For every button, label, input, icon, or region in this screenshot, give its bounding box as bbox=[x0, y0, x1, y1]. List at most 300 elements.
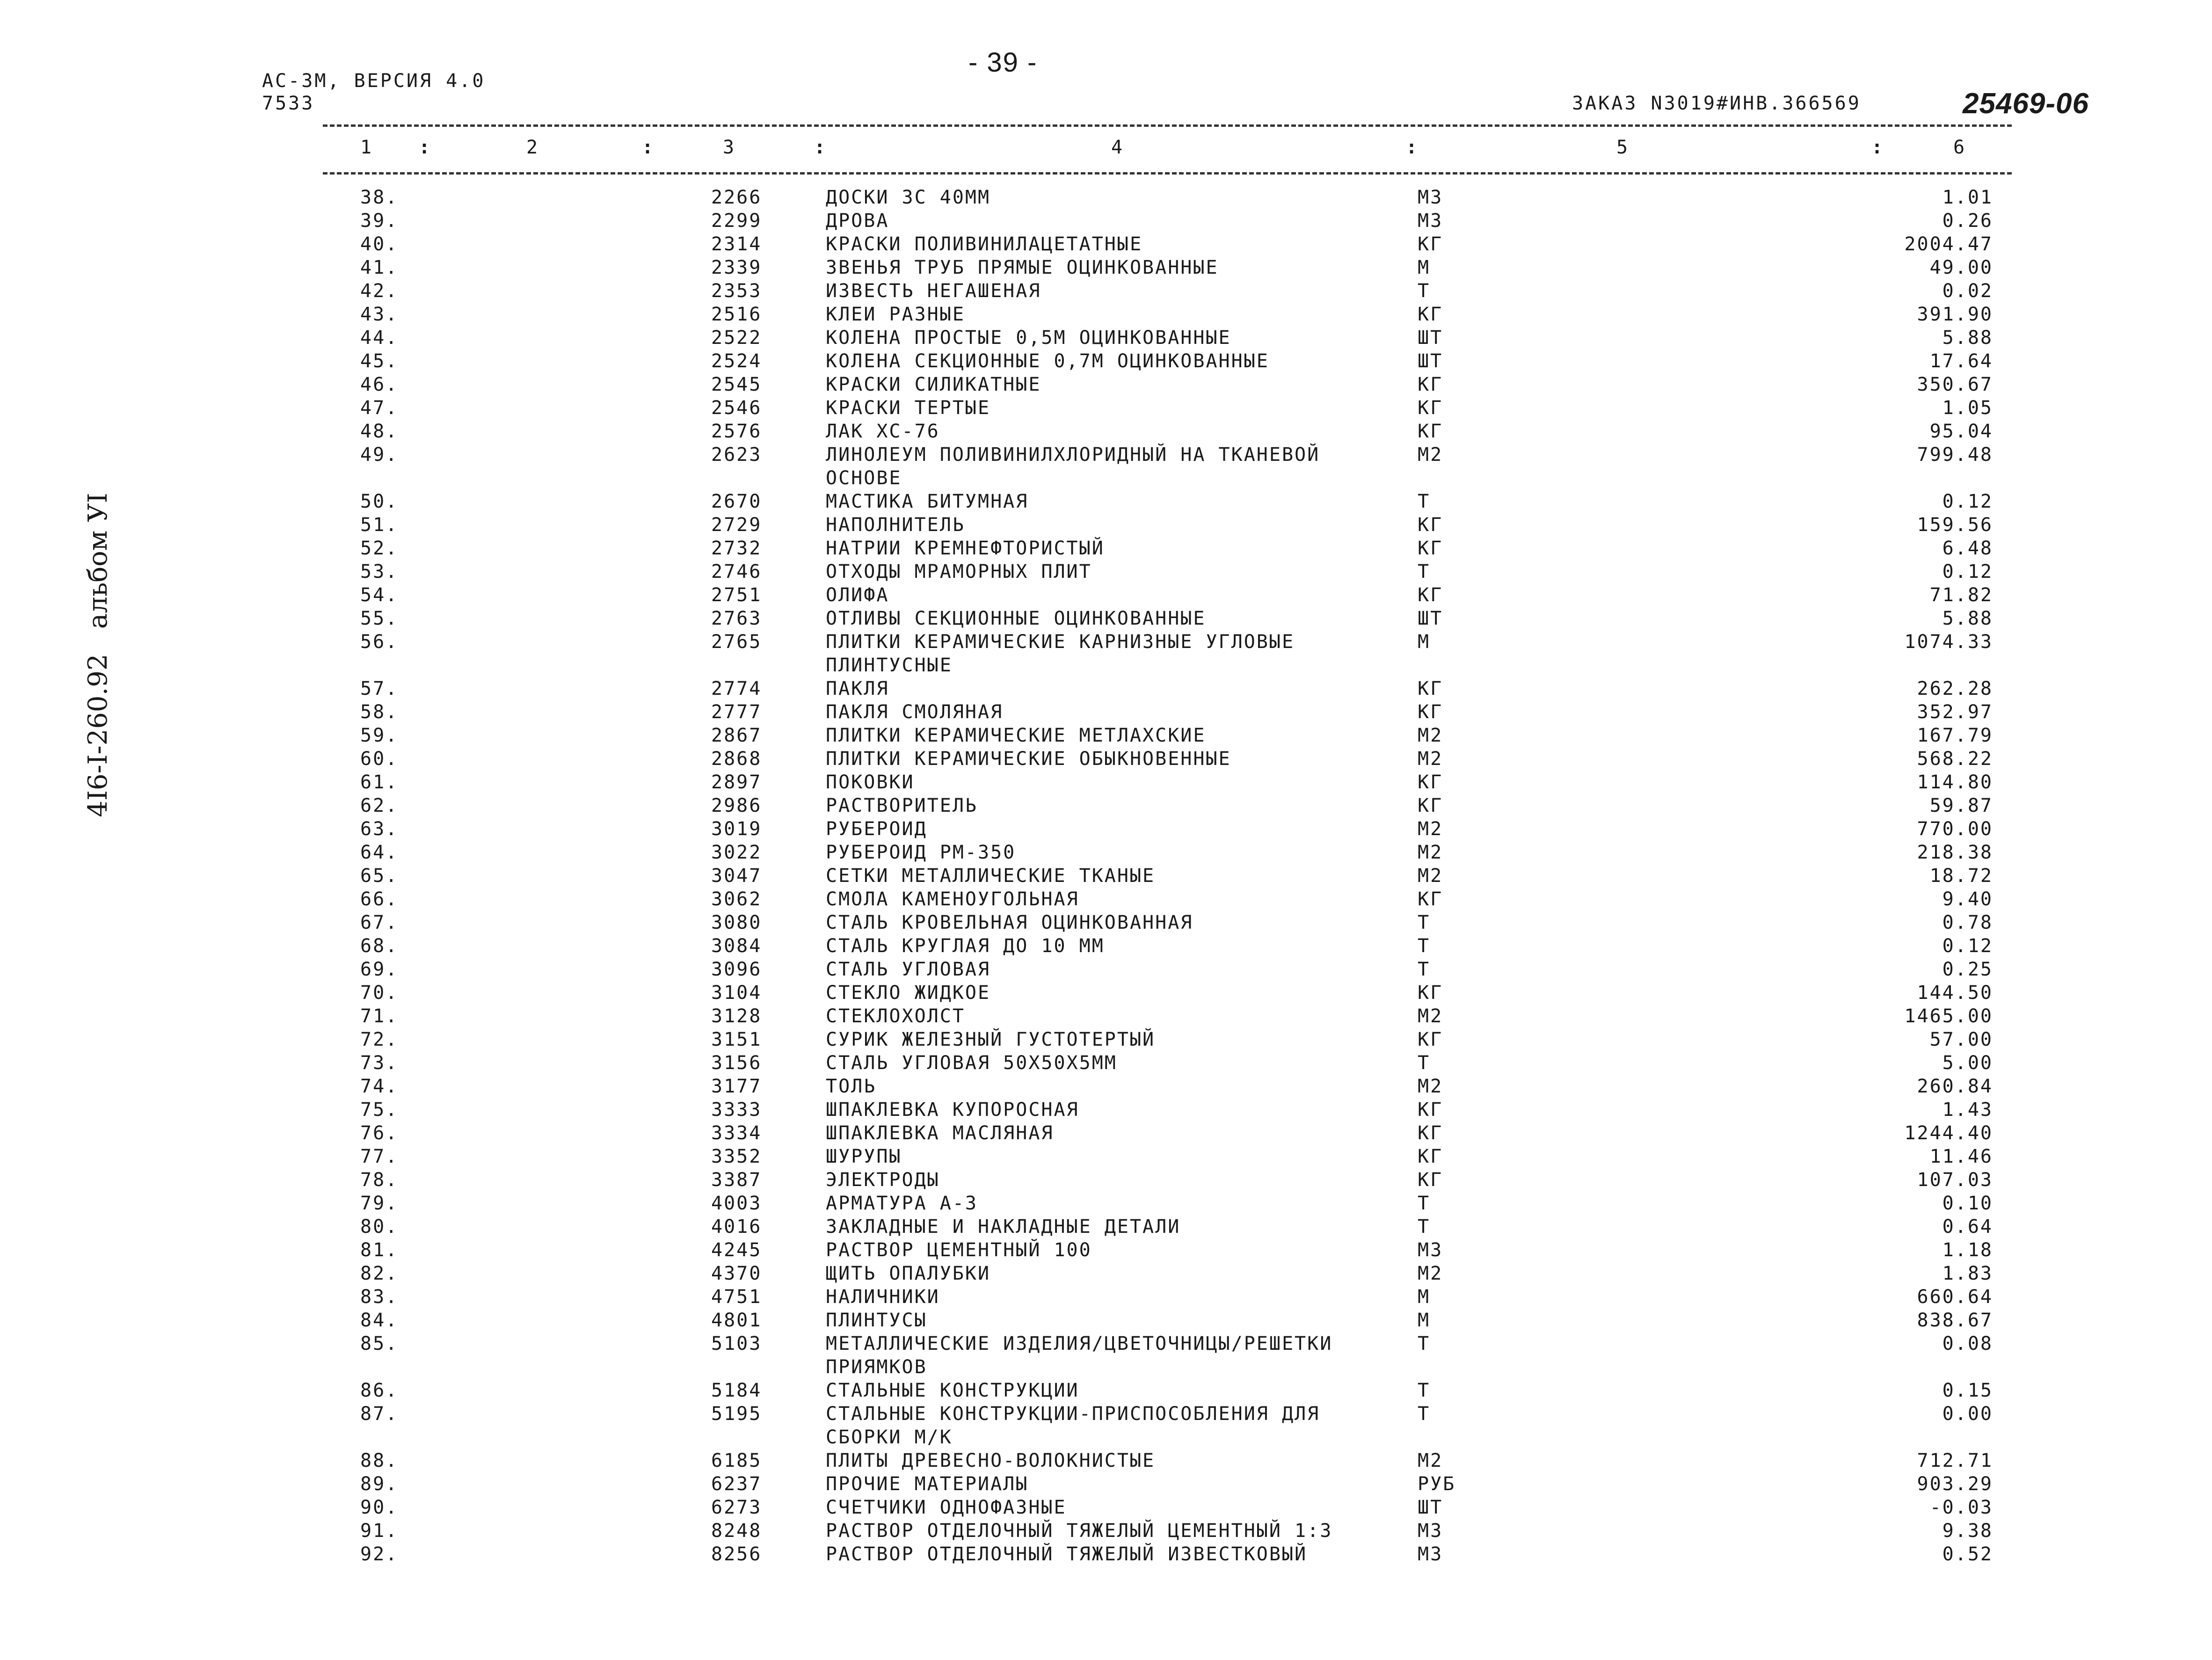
unit: КГ bbox=[1418, 678, 1443, 699]
unit: КГ bbox=[1418, 374, 1443, 395]
unit: М3 bbox=[1418, 1544, 1443, 1565]
row-number: 44. bbox=[360, 327, 399, 349]
table-row bbox=[0, 1519, 2212, 1543]
column-header-3: 3 bbox=[723, 137, 735, 158]
table-row bbox=[0, 1238, 2212, 1262]
material-name: ПОКОВКИ bbox=[826, 772, 915, 793]
material-name: СУРИК ЖЕЛЕЗНЫЙ ГУСТОТЕРТЫЙ bbox=[826, 1029, 1156, 1050]
quantity: 0.52 bbox=[1942, 1544, 1993, 1565]
program-version: АС-3М, ВЕРСИЯ 4.0 bbox=[262, 70, 486, 92]
row-number: 50. bbox=[360, 491, 399, 512]
quantity: 144.50 bbox=[1917, 982, 1993, 1004]
material-code: 3334 bbox=[711, 1122, 762, 1144]
table-row bbox=[0, 1121, 2212, 1145]
material-code: 4801 bbox=[711, 1310, 762, 1331]
material-name: СЕТКИ МЕТАЛЛИЧЕСКИЕ ТКАНЫЕ bbox=[826, 865, 1156, 887]
unit: КГ bbox=[1418, 514, 1443, 536]
material-name: КОЛЕНА ПРОСТЫЕ 0,5М ОЦИНКОВАННЫЕ bbox=[826, 327, 1231, 349]
material-name: НАПОЛНИТЕЛЬ bbox=[826, 514, 965, 536]
material-code: 3156 bbox=[711, 1052, 762, 1074]
material-name: СТАЛЬ КРУГЛАЯ ДО 10 ММ bbox=[826, 935, 1105, 957]
material-code: 3352 bbox=[711, 1146, 762, 1167]
material-name: СТЕКЛОХОЛСТ bbox=[826, 1005, 965, 1027]
material-name: НАЛИЧНИКИ bbox=[826, 1286, 940, 1308]
material-name: РУБЕРОИД bbox=[826, 818, 927, 840]
unit: М2 bbox=[1418, 1450, 1443, 1471]
row-number: 54. bbox=[360, 584, 399, 606]
quantity: 799.48 bbox=[1917, 444, 1993, 466]
quantity: 114.80 bbox=[1917, 772, 1993, 793]
material-code: 2777 bbox=[711, 701, 762, 723]
material-name: ЛАК ХС-76 bbox=[826, 421, 940, 442]
table-row bbox=[0, 349, 2212, 373]
table-top-rule bbox=[323, 124, 2012, 127]
row-number: 67. bbox=[360, 912, 399, 933]
table-row bbox=[0, 934, 2212, 958]
row-number: 55. bbox=[360, 608, 399, 629]
row-number: 80. bbox=[360, 1216, 399, 1238]
quantity: 1244.40 bbox=[1904, 1122, 1993, 1144]
quantity: 1.18 bbox=[1942, 1239, 1993, 1261]
quantity: 1074.33 bbox=[1904, 631, 1993, 653]
table-row bbox=[0, 841, 2212, 864]
unit: М bbox=[1418, 1310, 1431, 1331]
row-number: 64. bbox=[360, 842, 399, 863]
quantity: 17.64 bbox=[1929, 350, 1993, 372]
quantity: 0.12 bbox=[1942, 561, 1993, 582]
material-code: 4751 bbox=[711, 1286, 762, 1308]
quantity: 1.01 bbox=[1942, 187, 1993, 208]
unit: КГ bbox=[1418, 795, 1443, 816]
unit: КГ bbox=[1418, 1146, 1443, 1167]
material-name: КРАСКИ ПОЛИВИНИЛАЦЕТАТНЫЕ bbox=[826, 233, 1143, 255]
column-separator: : bbox=[1871, 137, 1883, 158]
quantity: 262.28 bbox=[1917, 678, 1993, 699]
material-name: ТОЛЬ bbox=[826, 1076, 877, 1097]
row-number: 92. bbox=[360, 1544, 399, 1565]
quantity: 5.00 bbox=[1942, 1052, 1993, 1074]
quantity: 0.25 bbox=[1942, 959, 1993, 980]
material-code: 3177 bbox=[711, 1076, 762, 1097]
quantity: 6.48 bbox=[1942, 538, 1993, 559]
column-separator: : bbox=[1406, 137, 1418, 158]
material-code: 2576 bbox=[711, 421, 762, 442]
material-code: 3387 bbox=[711, 1169, 762, 1191]
material-code: 2897 bbox=[711, 772, 762, 793]
row-number: 88. bbox=[360, 1450, 399, 1471]
material-code: 6237 bbox=[711, 1473, 762, 1495]
column-separator: : bbox=[642, 137, 654, 158]
material-code: 3084 bbox=[711, 935, 762, 957]
table-row bbox=[0, 1215, 2212, 1238]
table-row bbox=[0, 1028, 2212, 1051]
material-name: ЩИТЬ ОПАЛУБКИ bbox=[826, 1263, 991, 1284]
row-number: 76. bbox=[360, 1122, 399, 1144]
material-code: 6273 bbox=[711, 1497, 762, 1518]
unit: М2 bbox=[1418, 865, 1443, 887]
row-number: 60. bbox=[360, 748, 399, 770]
table-row bbox=[0, 560, 2212, 583]
row-number: 84. bbox=[360, 1310, 399, 1331]
table-row bbox=[0, 958, 2212, 981]
row-number: 91. bbox=[360, 1520, 399, 1542]
unit: Т bbox=[1418, 935, 1431, 957]
page-number: - 39 - bbox=[968, 47, 1038, 78]
material-code: 2314 bbox=[711, 233, 762, 255]
table-row bbox=[0, 630, 2212, 677]
quantity: 1.43 bbox=[1942, 1099, 1993, 1121]
material-code: 8248 bbox=[711, 1520, 762, 1542]
column-header-6: 6 bbox=[1953, 137, 1965, 158]
quantity: -0.03 bbox=[1929, 1497, 1993, 1518]
row-number: 78. bbox=[360, 1169, 399, 1191]
unit: М3 bbox=[1418, 1239, 1443, 1261]
material-name: ШПАКЛЕВКА КУПОРОСНАЯ bbox=[826, 1099, 1079, 1121]
material-name: РАСТВОР ЦЕМЕНТНЫЙ 100 bbox=[826, 1239, 1092, 1261]
row-number: 69. bbox=[360, 959, 399, 980]
row-number: 45. bbox=[360, 350, 399, 372]
material-code: 2763 bbox=[711, 608, 762, 629]
row-number: 74. bbox=[360, 1076, 399, 1097]
row-number: 65. bbox=[360, 865, 399, 887]
quantity: 770.00 bbox=[1917, 818, 1993, 840]
table-row bbox=[0, 607, 2212, 630]
row-number: 52. bbox=[360, 538, 399, 559]
table-row bbox=[0, 1051, 2212, 1075]
material-name: ШУРУПЫ bbox=[826, 1146, 902, 1167]
column-header-4: 4 bbox=[1111, 137, 1123, 158]
table-row bbox=[0, 794, 2212, 817]
table-row bbox=[0, 771, 2212, 794]
order-info: ЗАКАЗ N3019#ИНВ.366569 bbox=[1572, 93, 1861, 114]
material-name: ПАКЛЯ bbox=[826, 678, 889, 699]
row-number: 68. bbox=[360, 935, 399, 957]
unit: Т bbox=[1418, 561, 1431, 582]
table-row bbox=[0, 1543, 2212, 1566]
material-code: 2868 bbox=[711, 748, 762, 770]
unit: РУБ bbox=[1418, 1473, 1456, 1495]
material-code: 3080 bbox=[711, 912, 762, 933]
quantity: 1.05 bbox=[1942, 397, 1993, 419]
unit: ШТ bbox=[1418, 327, 1443, 349]
material-name: ДОСКИ 3С 40ММ bbox=[826, 187, 991, 208]
row-number: 49. bbox=[360, 444, 399, 466]
unit: М3 bbox=[1418, 187, 1443, 208]
unit: КГ bbox=[1418, 1099, 1443, 1121]
unit: Т bbox=[1418, 912, 1431, 933]
column-separator: : bbox=[814, 137, 826, 158]
row-number: 46. bbox=[360, 374, 399, 395]
table-row bbox=[0, 1332, 2212, 1379]
unit: КГ bbox=[1418, 888, 1443, 910]
table-row bbox=[0, 724, 2212, 747]
table-row bbox=[0, 396, 2212, 420]
unit: М2 bbox=[1418, 444, 1443, 466]
material-code: 2546 bbox=[711, 397, 762, 419]
material-code: 3151 bbox=[711, 1029, 762, 1050]
unit: М bbox=[1418, 257, 1431, 278]
material-name: РАСТВОР ОТДЕЛОЧНЫЙ ТЯЖЕЛЫЙ ИЗВЕСТКОВЫЙ bbox=[826, 1544, 1308, 1565]
material-code: 4003 bbox=[711, 1193, 762, 1214]
material-code: 2774 bbox=[711, 678, 762, 699]
material-name: ОТХОДЫ МРАМОРНЫХ ПЛИТ bbox=[826, 561, 1092, 582]
material-name: СЧЕТЧИКИ ОДНОФАЗНЫЕ bbox=[826, 1497, 1067, 1518]
document-stamp: 25469-06 bbox=[1963, 87, 2089, 120]
table-row bbox=[0, 817, 2212, 841]
row-number: 83. bbox=[360, 1286, 399, 1308]
unit: Т bbox=[1418, 1333, 1431, 1354]
material-name: ОЛИФА bbox=[826, 584, 889, 606]
material-name: КРАСКИ ТЕРТЫЕ bbox=[826, 397, 991, 419]
material-name: ПЛИТКИ КЕРАМИЧЕСКИЕ ОБЫКНОВЕННЫЕ bbox=[826, 748, 1231, 770]
table-row bbox=[0, 303, 2212, 326]
material-name: СТАЛЬ УГЛОВАЯ bbox=[826, 959, 991, 980]
quantity: 1.83 bbox=[1942, 1263, 1993, 1284]
material-code: 2746 bbox=[711, 561, 762, 582]
row-number: 51. bbox=[360, 514, 399, 536]
quantity: 0.12 bbox=[1942, 935, 1993, 957]
materials-table-body bbox=[0, 186, 2212, 1566]
unit: М2 bbox=[1418, 1076, 1443, 1097]
table-row bbox=[0, 420, 2212, 443]
table-row bbox=[0, 888, 2212, 911]
table-row bbox=[0, 1496, 2212, 1519]
table-row bbox=[0, 326, 2212, 349]
row-number: 86. bbox=[360, 1380, 399, 1401]
quantity: 95.04 bbox=[1929, 421, 1993, 442]
table-row bbox=[0, 443, 2212, 490]
table-row bbox=[0, 1262, 2212, 1285]
row-number: 57. bbox=[360, 678, 399, 699]
quantity: 71.82 bbox=[1929, 584, 1993, 606]
material-name: КЛЕИ РАЗНЫЕ bbox=[826, 304, 965, 325]
table-row bbox=[0, 583, 2212, 607]
material-name: ЗВЕНЬЯ ТРУБ ПРЯМЫЕ ОЦИНКОВАННЫЕ bbox=[826, 257, 1219, 278]
quantity: 107.03 bbox=[1917, 1169, 1993, 1191]
table-row bbox=[0, 256, 2212, 279]
quantity: 0.08 bbox=[1942, 1333, 1993, 1354]
material-name: НАТРИИ КРЕМНЕФТОРИСТЫЙ bbox=[826, 538, 1105, 559]
material-code: 3096 bbox=[711, 959, 762, 980]
material-code: 3104 bbox=[711, 982, 762, 1004]
row-number: 79. bbox=[360, 1193, 399, 1214]
table-row bbox=[0, 1145, 2212, 1168]
unit: М2 bbox=[1418, 818, 1443, 840]
row-number: 63. bbox=[360, 818, 399, 840]
quantity: 9.38 bbox=[1942, 1520, 1993, 1542]
row-number: 66. bbox=[360, 888, 399, 910]
table-row bbox=[0, 1472, 2212, 1496]
quantity: 167.79 bbox=[1917, 725, 1993, 746]
quantity: 0.00 bbox=[1942, 1403, 1993, 1425]
material-name: ЛИНОЛЕУМ ПОЛИВИНИЛХЛОРИДНЫЙ НА ТКАНЕВОЙ ОСНОВЕ bbox=[826, 444, 1320, 489]
material-code: 4016 bbox=[711, 1216, 762, 1238]
unit: ШТ bbox=[1418, 350, 1443, 372]
quantity: 838.67 bbox=[1917, 1310, 1993, 1331]
quantity: 712.71 bbox=[1917, 1450, 1993, 1471]
unit: КГ bbox=[1418, 538, 1443, 559]
row-number: 81. bbox=[360, 1239, 399, 1261]
material-name: ПРОЧИЕ МАТЕРИАЛЫ bbox=[826, 1473, 1029, 1495]
material-name: СМОЛА КАМЕНОУГОЛЬНАЯ bbox=[826, 888, 1079, 910]
material-code: 3019 bbox=[711, 818, 762, 840]
material-code: 2299 bbox=[711, 210, 762, 232]
table-row bbox=[0, 186, 2212, 209]
material-code: 8256 bbox=[711, 1544, 762, 1565]
material-code: 2751 bbox=[711, 584, 762, 606]
row-number: 89. bbox=[360, 1473, 399, 1495]
material-name: ПЛИТКИ КЕРАМИЧЕСКИЕ КАРНИЗНЫЕ УГЛОВЫЕ ПЛИНТУСНЫЕ bbox=[826, 631, 1295, 676]
column-separator: : bbox=[419, 137, 430, 158]
quantity: 0.15 bbox=[1942, 1380, 1993, 1401]
unit: М2 bbox=[1418, 1263, 1443, 1284]
quantity: 0.12 bbox=[1942, 491, 1993, 512]
row-number: 53. bbox=[360, 561, 399, 582]
material-name: МАСТИКА БИТУМНАЯ bbox=[826, 491, 1029, 512]
table-row bbox=[0, 537, 2212, 560]
quantity: 0.78 bbox=[1942, 912, 1993, 933]
unit: Т bbox=[1418, 1052, 1431, 1074]
material-code: 3022 bbox=[711, 842, 762, 863]
table-row bbox=[0, 1005, 2212, 1028]
material-name: СТЕКЛО ЖИДКОЕ bbox=[826, 982, 991, 1004]
unit: КГ bbox=[1418, 233, 1443, 255]
material-code: 2867 bbox=[711, 725, 762, 746]
quantity: 9.40 bbox=[1942, 888, 1993, 910]
row-number: 85. bbox=[360, 1333, 399, 1354]
table-row bbox=[0, 233, 2212, 256]
quantity: 260.84 bbox=[1917, 1076, 1993, 1097]
material-code: 2339 bbox=[711, 257, 762, 278]
row-number: 73. bbox=[360, 1052, 399, 1074]
unit: М3 bbox=[1418, 1520, 1443, 1542]
quantity: 0.64 bbox=[1942, 1216, 1993, 1238]
row-number: 42. bbox=[360, 280, 399, 302]
material-code: 5103 bbox=[711, 1333, 762, 1354]
material-name: ОТЛИВЫ СЕКЦИОННЫЕ ОЦИНКОВАННЫЕ bbox=[826, 608, 1206, 629]
row-number: 39. bbox=[360, 210, 399, 232]
unit: Т bbox=[1418, 959, 1431, 980]
quantity: 218.38 bbox=[1917, 842, 1993, 863]
unit: Т bbox=[1418, 1403, 1431, 1425]
table-row bbox=[0, 373, 2212, 396]
table-row bbox=[0, 490, 2212, 513]
table-row bbox=[0, 1168, 2212, 1192]
unit: Т bbox=[1418, 1216, 1431, 1238]
quantity: 352.97 bbox=[1917, 701, 1993, 723]
material-name: ШПАКЛЕВКА МАСЛЯНАЯ bbox=[826, 1122, 1054, 1144]
material-name: КРАСКИ СИЛИКАТНЫЕ bbox=[826, 374, 1041, 395]
table-row bbox=[0, 677, 2212, 700]
row-number: 58. bbox=[360, 701, 399, 723]
material-code: 2524 bbox=[711, 350, 762, 372]
material-name: РУБЕРОИД РМ-350 bbox=[826, 842, 1016, 863]
material-name: СТАЛЬ КРОВЕЛЬНАЯ ОЦИНКОВАННАЯ bbox=[826, 912, 1193, 933]
material-name: СТАЛЬНЫЕ КОНСТРУКЦИИ bbox=[826, 1380, 1079, 1401]
quantity: 49.00 bbox=[1929, 257, 1993, 278]
row-number: 61. bbox=[360, 772, 399, 793]
unit: ШТ bbox=[1418, 608, 1443, 629]
material-code: 3047 bbox=[711, 865, 762, 887]
quantity: 0.10 bbox=[1942, 1193, 1993, 1214]
quantity: 660.64 bbox=[1917, 1286, 1993, 1308]
material-code: 3333 bbox=[711, 1099, 762, 1121]
unit: М2 bbox=[1418, 842, 1443, 863]
unit: КГ bbox=[1418, 982, 1443, 1004]
material-code: 2732 bbox=[711, 538, 762, 559]
quantity: 350.67 bbox=[1917, 374, 1993, 395]
material-name: ПАКЛЯ СМОЛЯНАЯ bbox=[826, 701, 1004, 723]
table-header bbox=[0, 136, 2212, 164]
column-header-1: 1 bbox=[360, 137, 372, 158]
row-number: 75. bbox=[360, 1099, 399, 1121]
table-row bbox=[0, 1309, 2212, 1332]
row-number: 62. bbox=[360, 795, 399, 816]
table-row bbox=[0, 747, 2212, 771]
unit: М2 bbox=[1418, 748, 1443, 770]
quantity: 1465.00 bbox=[1904, 1005, 1993, 1027]
material-name: ИЗВЕСТЬ НЕГАШЕНАЯ bbox=[826, 280, 1041, 302]
table-row bbox=[0, 1098, 2212, 1121]
material-name: РАСТВОРИТЕЛЬ bbox=[826, 795, 978, 816]
unit: М bbox=[1418, 631, 1431, 653]
row-number: 90. bbox=[360, 1497, 399, 1518]
row-number: 71. bbox=[360, 1005, 399, 1027]
unit: КГ bbox=[1418, 397, 1443, 419]
material-code: 2765 bbox=[711, 631, 762, 653]
material-code: 2353 bbox=[711, 280, 762, 302]
unit: КГ bbox=[1418, 584, 1443, 606]
material-code: 5184 bbox=[711, 1380, 762, 1401]
unit: М bbox=[1418, 1286, 1431, 1308]
unit: М3 bbox=[1418, 210, 1443, 232]
unit: М2 bbox=[1418, 725, 1443, 746]
material-name: ЗАКЛАДНЫЕ И НАКЛАДНЫЕ ДЕТАЛИ bbox=[826, 1216, 1181, 1238]
material-name: РАСТВОР ОТДЕЛОЧНЫЙ ТЯЖЕЛЫЙ ЦЕМЕНТНЫЙ 1:3 bbox=[826, 1520, 1333, 1542]
material-name: ПЛИТКИ КЕРАМИЧЕСКИЕ МЕТЛАХСКИЕ bbox=[826, 725, 1206, 746]
unit: КГ bbox=[1418, 1122, 1443, 1144]
quantity: 0.02 bbox=[1942, 280, 1993, 302]
material-name: ПЛИТЫ ДРЕВЕСНО-ВОЛОКНИСТЫЕ bbox=[826, 1450, 1156, 1471]
row-number: 70. bbox=[360, 982, 399, 1004]
quantity: 5.88 bbox=[1942, 608, 1993, 629]
table-row bbox=[0, 513, 2212, 537]
table-row bbox=[0, 1285, 2212, 1309]
quantity: 159.56 bbox=[1917, 514, 1993, 536]
album-side-label: 4I6-I-260.92 альбом УI bbox=[83, 493, 113, 817]
material-name: СТАЛЬНЫЕ КОНСТРУКЦИИ-ПРИСПОСОБЛЕНИЯ ДЛЯ СБОРКИ М/К bbox=[826, 1403, 1320, 1448]
quantity: 57.00 bbox=[1929, 1029, 1993, 1050]
material-code: 6185 bbox=[711, 1450, 762, 1471]
unit: КГ bbox=[1418, 1029, 1443, 1050]
quantity: 59.87 bbox=[1929, 795, 1993, 816]
table-row bbox=[0, 1075, 2212, 1098]
row-number: 72. bbox=[360, 1029, 399, 1050]
quantity: 2004.47 bbox=[1904, 233, 1993, 255]
column-header-2: 2 bbox=[526, 137, 538, 158]
row-number: 77. bbox=[360, 1146, 399, 1167]
program-code: 7533 bbox=[262, 93, 315, 114]
quantity: 5.88 bbox=[1942, 327, 1993, 349]
table-row bbox=[0, 911, 2212, 934]
table-row bbox=[0, 1449, 2212, 1472]
material-code: 3062 bbox=[711, 888, 762, 910]
table-row bbox=[0, 864, 2212, 888]
unit: Т bbox=[1418, 280, 1431, 302]
material-code: 2545 bbox=[711, 374, 762, 395]
quantity: 391.90 bbox=[1917, 304, 1993, 325]
unit: КГ bbox=[1418, 772, 1443, 793]
